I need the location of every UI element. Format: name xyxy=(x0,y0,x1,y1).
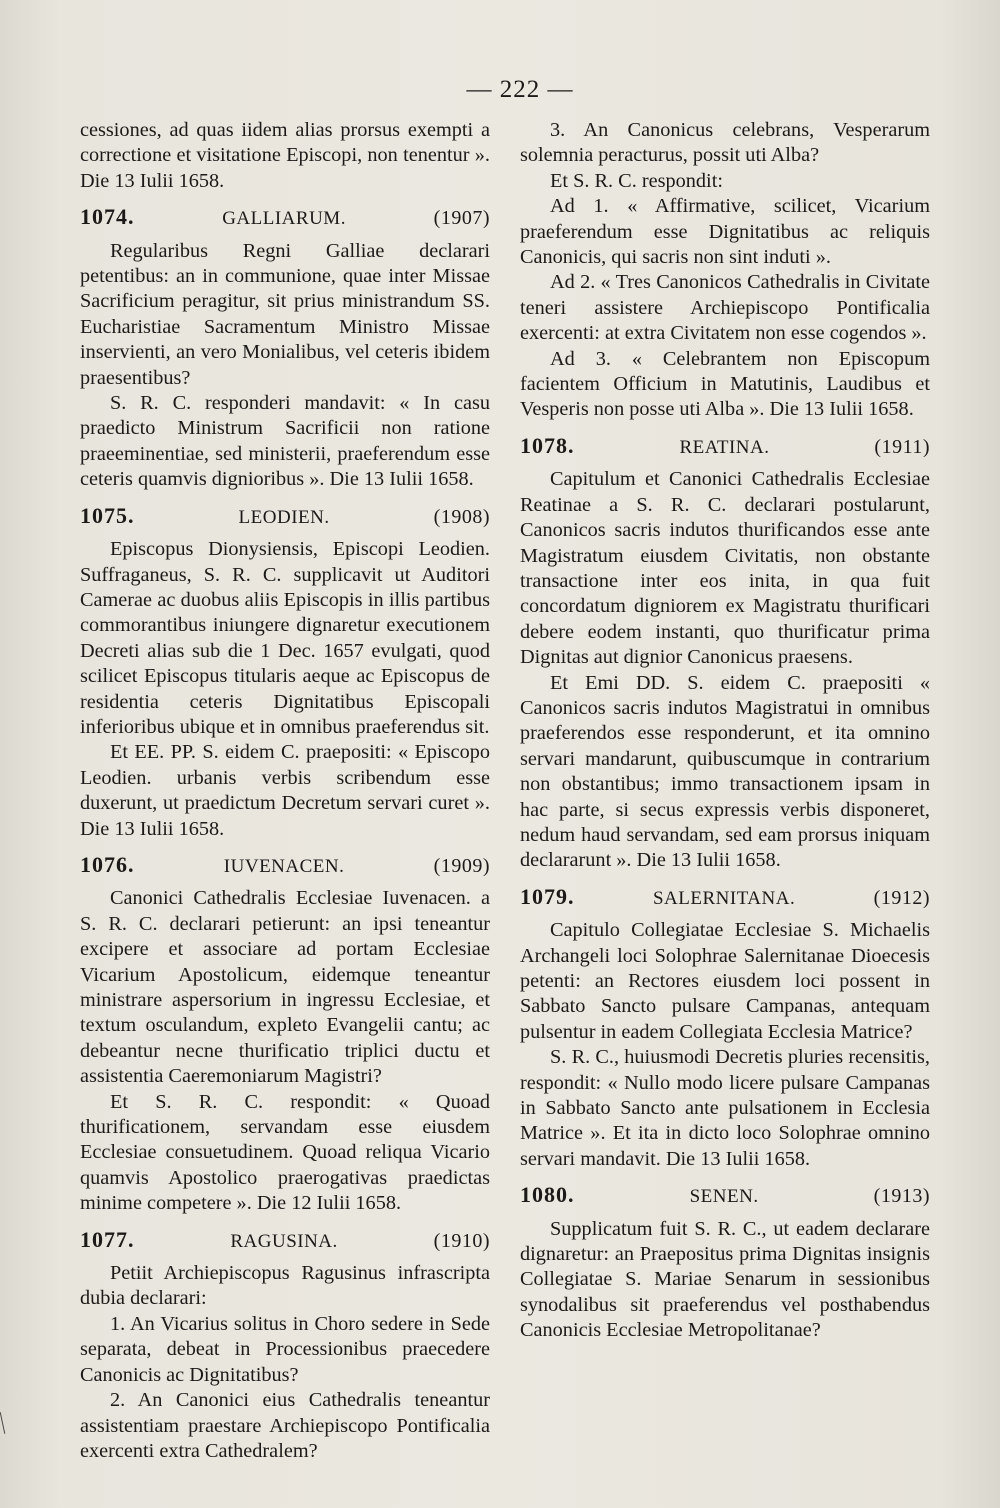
entry-place: GALLIARUM. xyxy=(222,208,346,230)
entry-paragraph: 2. An Canonici eius Cathedralis teneantur assistentiam praestare Archiepiscopo Pontificalia exercenti extra Cathedralem? xyxy=(80,1389,490,1462)
right-column xyxy=(520,118,930,1344)
entry-reference: (1910) xyxy=(433,1229,490,1252)
entry-reference: (1907) xyxy=(433,207,490,230)
entry-paragraph: Episcopus Dionysiensis, Episcopi Leodien. Suffraganeus, S. R. C. supplicavit ut Auditori Camerae ac duobus aliis Episcopis in illis partibus commorantibus iniungere dignaretur executionem Decreti alias sub die 1 Dec. 1657 evulgati, quod scilicet Episcopus titularis aeque ac Episcopus de residentia ceteris Dignitatibus Episcopali inferioribus ubique et in omnibus praeferendus sit. xyxy=(80,538,490,738)
entry-paragraph: Et Emi DD. S. eidem C. praepositi « Canonicos sacris indutos Magistratui in omnibus praeferendos esse responderunt, et ita omnino servari mandarunt, quibuscumque in contrarium non obstantibus; immo transactionem ipsam in hac parte, si secus expressis verbis disponeret, nedum haud servandam, sed eam prorsus iniquam declararunt ». Die 13 Iulii 1658. xyxy=(520,671,930,872)
entry-paragraph: Et S. R. C. respondit: xyxy=(550,169,723,192)
entry-number: 1077. xyxy=(80,1226,135,1252)
entry-paragraph: Capitulum et Canonici Cathedralis Ecclesiae Reatinae a S. R. C. declarari postularunt, Canonicos sacris indutos thurificandos esse ante Magistratum eiusdem Civitatis, non obstante transactione inter eos inita, in qua fuit concordatum digniorem ex Magistratu thurificari debere eodem instanti, quo thurificatur prima Dignitas aut dignior Canonicus praesens. xyxy=(520,468,930,669)
entry-number: 1078. xyxy=(520,432,575,458)
entry-paragraph: Ad 2. « Tres Canonicos Cathedralis in Civitate teneri assistere Archiepiscopo Pontificalia exercenti: at extra Civitatem non esse cogendos ». xyxy=(520,271,930,345)
entry-place: IUVENACEN. xyxy=(223,855,345,877)
entry-paragraph: Canonici Cathedralis Ecclesiae Iuvenacen. a S. R. C. declarari petierunt: an ipsi teneantur excipere et associare ad portam Ecclesiae Vicarium Apostolicum, eidemque teneantur ministrare aspersorium in ingressu Ecclesiae, et textum osculandum, expleto Evangelii cantu; ac debeantur necne thurificatio triplici ductu et assistentia Caeremoniarum Magistri? xyxy=(80,887,490,1088)
entry-paragraph: 1. An Vicarius solitus in Choro sedere in Sede separata, debeat in Processionibus praecedere Canonicis ac Dignitatibus? xyxy=(80,1312,490,1386)
page-number: — 222 — xyxy=(466,76,574,103)
entry-place: SENEN. xyxy=(689,1186,759,1208)
entry-heading-1078 xyxy=(520,433,930,460)
entry-number: 1079. xyxy=(520,883,575,909)
entry-paragraph: Et EE. PP. S. eidem C. praepositi: « Episcopo Leodien. urbanis verbis scribendum esse duxerunt, ut praedictum Decretum servari curet ». Die 13 Iulii 1658. xyxy=(80,741,490,840)
entry-paragraph: Regularibus Regni Galliae declarari petentibus: an in communione, quae inter Missae Sacrificium peragitur, sit prius ministrandum SS. Eucharistiae Sacramentum Ministro Missae inservienti, an vero Monialibus, vel ceteris ibidem praesentibus? xyxy=(80,239,490,389)
scan-mark xyxy=(0,1412,5,1434)
entry-paragraph: Capitulo Collegiatae Ecclesiae S. Michaelis Archangeli loci Solophrae Salernitanae Dioecesis petenti: an Rectores eiusdem loci possent in Sabbato Sancto pulsare Campanas, antequam pulsentur in eadem Collegiata Ecclesia Matrice? xyxy=(520,919,930,1043)
entry-paragraph: Et S. R. C. respondit: « Quoad thurificationem, servandam esse eiusdem Ecclesiae consuetudinem. Quoad reliqua Vicario quamvis Apostolico praerogativas praedictas minime competere ». Die 12 Iulii 1658. xyxy=(80,1090,490,1215)
entry-reference: (1909) xyxy=(433,854,490,877)
entry-number: 1080. xyxy=(520,1182,575,1208)
entry-paragraph: Ad 1. « Affirmative, scilicet, Vicarium praeferendum esse Dignitatibus ac reliquis Canonicis, qui sacris non sint induti ». xyxy=(520,195,930,269)
entry-reference: (1911) xyxy=(874,435,930,458)
left-column xyxy=(80,118,490,1464)
entry-reference: (1908) xyxy=(433,505,490,528)
entry-heading-1074 xyxy=(80,204,490,231)
continued-paragraph: cessiones, ad quas iidem alias prorsus exempti a correctione et visitatione Episcopi, non tenentur ». Die 13 Iulii 1658. xyxy=(80,119,490,192)
entry-paragraph: 3. An Canonicus celebrans, Vesperarum solemnia peracturus, possit uti Alba? xyxy=(520,119,930,167)
entry-heading-1075 xyxy=(80,503,490,530)
entry-heading-1077 xyxy=(80,1227,490,1254)
entry-place: SALERNITANA. xyxy=(652,887,796,909)
entry-number: 1076. xyxy=(80,851,135,877)
entry-paragraph: S. R. C., huiusmodi Decretis pluries recensitis, respondit: « Nullo modo licere pulsare Campanas in Sabbato Sancto ante pulsationem in Ecclesia Matrice ». Et ita in dicto loco Solophrae omnino servari mandavit. Die 13 Iulii 1658. xyxy=(520,1046,930,1170)
entry-place: REATINA. xyxy=(679,436,770,458)
entry-paragraph: Ad 3. « Celebrantem non Episcopum facientem Officium in Matutinis, Laudibus et Vesperis non posse uti Alba ». Die 13 Iulii 1658. xyxy=(520,347,930,421)
entry-reference: (1913) xyxy=(873,1185,930,1208)
entry-paragraph: Petiit Archiepiscopus Ragusinus infrascripta dubia declarari: xyxy=(80,1262,490,1310)
entry-heading-1076 xyxy=(80,852,490,879)
entry-paragraph: S. R. C. responderi mandavit: « In casu praedicto Ministrum Sacrificii non ratione praeeminentiae, sed ministerii, praeferendum esse ceteris quamvis dignioribus ». Die 13 Iulii 1658. xyxy=(80,392,490,491)
entry-heading-1080 xyxy=(520,1182,930,1209)
entry-reference: (1912) xyxy=(873,886,930,909)
entry-number: 1075. xyxy=(80,502,135,528)
entry-place: LEODIEN. xyxy=(238,506,330,528)
entry-place: RAGUSINA. xyxy=(230,1230,338,1252)
entry-heading-1079 xyxy=(520,884,930,911)
entry-paragraph: Supplicatum fuit S. R. C., ut eadem declarare dignaretur: an Praepositus prima Dignitas insignis Collegiatae S. Mariae Senarum in sessionibus synodalibus sit praeferendus vel posthabendus Canonicis Ecclesiae Metropolitanae? xyxy=(520,1217,930,1342)
entry-number: 1074. xyxy=(80,204,135,230)
